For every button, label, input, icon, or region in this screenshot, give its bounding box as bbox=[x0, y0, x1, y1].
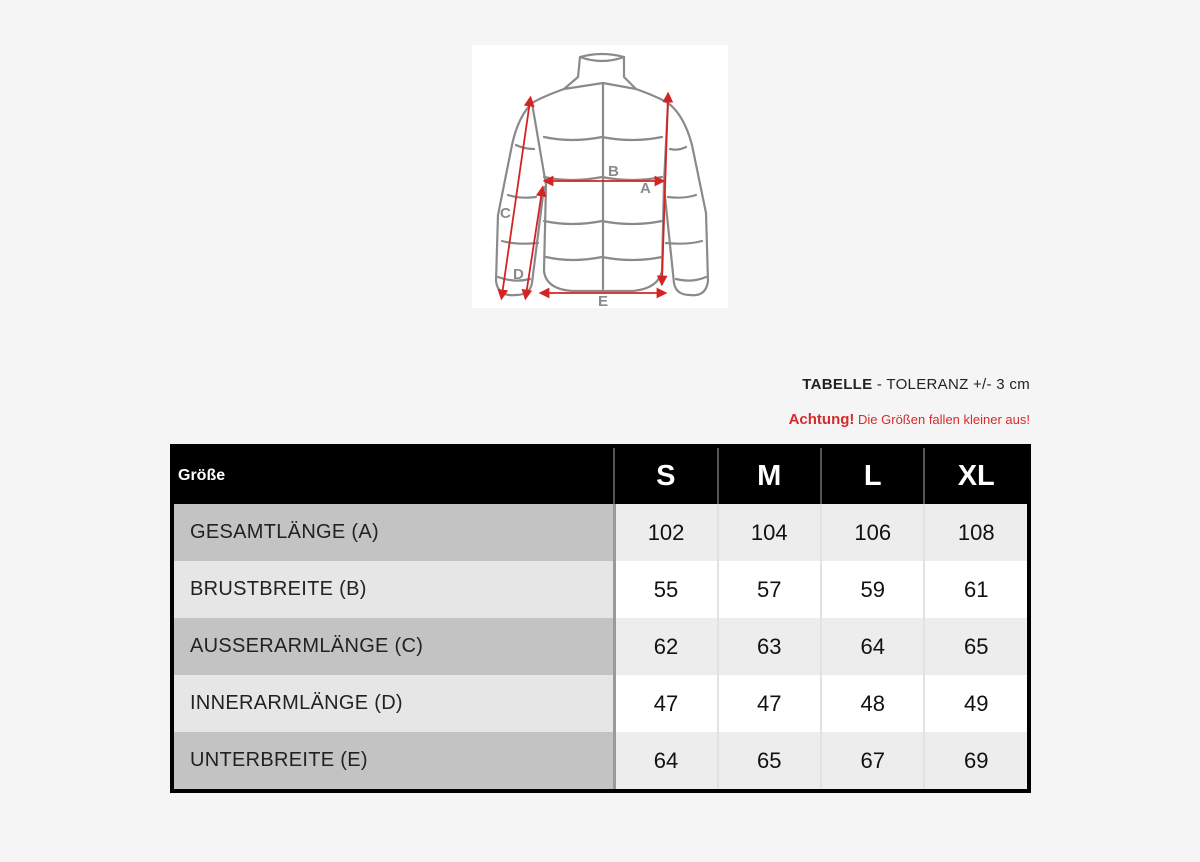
warning-rest: Die Größen fallen kleiner aus! bbox=[854, 412, 1030, 427]
label-a: A bbox=[640, 180, 651, 197]
jacket-outline-icon bbox=[472, 45, 728, 308]
cell-l: 67 bbox=[821, 732, 924, 791]
cell-xl: 108 bbox=[924, 504, 1029, 561]
title-rest: - TOLERANZ +/- 3 cm bbox=[872, 376, 1030, 393]
title-bold: TABELLE bbox=[802, 376, 873, 393]
cell-m: 104 bbox=[718, 504, 821, 561]
cell-s: 102 bbox=[614, 504, 717, 561]
cell-m: 63 bbox=[718, 618, 821, 675]
row-label: UNTERBREITE (E) bbox=[172, 732, 614, 791]
table-row bbox=[172, 732, 1029, 791]
row-label: BRUSTBREITE (B) bbox=[172, 561, 614, 618]
cell-l: 106 bbox=[821, 504, 924, 561]
label-b: B bbox=[608, 163, 619, 180]
cell-xl: 65 bbox=[924, 618, 1029, 675]
table-row bbox=[172, 618, 1029, 675]
table-title bbox=[802, 376, 1030, 393]
size-warning bbox=[789, 411, 1030, 428]
label-d: D bbox=[513, 266, 524, 283]
row-label: INNERARMLÄNGE (D) bbox=[172, 675, 614, 732]
table-header-row bbox=[172, 446, 1029, 504]
cell-l: 48 bbox=[821, 675, 924, 732]
cell-l: 64 bbox=[821, 618, 924, 675]
table-row bbox=[172, 504, 1029, 561]
warning-bold: Achtung! bbox=[788, 411, 855, 428]
cell-m: 47 bbox=[718, 675, 821, 732]
size-header-xl: XL bbox=[924, 446, 1029, 504]
label-c: C bbox=[500, 205, 511, 222]
cell-s: 62 bbox=[614, 618, 717, 675]
row-label: AUSSERARMLÄNGE (C) bbox=[172, 618, 614, 675]
size-header-label: Größe bbox=[172, 446, 614, 504]
cell-s: 55 bbox=[614, 561, 717, 618]
size-header-l: L bbox=[821, 446, 924, 504]
size-table bbox=[170, 444, 1031, 793]
size-header-s: S bbox=[614, 446, 717, 504]
cell-xl: 61 bbox=[924, 561, 1029, 618]
size-header-m: M bbox=[718, 446, 821, 504]
cell-s: 47 bbox=[614, 675, 717, 732]
jacket-measurement-diagram bbox=[472, 45, 728, 308]
cell-xl: 49 bbox=[924, 675, 1029, 732]
table-row bbox=[172, 675, 1029, 732]
cell-m: 65 bbox=[718, 732, 821, 791]
row-label: GESAMTLÄNGE (A) bbox=[172, 504, 614, 561]
cell-m: 57 bbox=[718, 561, 821, 618]
cell-xl: 69 bbox=[924, 732, 1029, 791]
cell-l: 59 bbox=[821, 561, 924, 618]
label-e: E bbox=[598, 293, 609, 308]
cell-s: 64 bbox=[614, 732, 717, 791]
table-row bbox=[172, 561, 1029, 618]
